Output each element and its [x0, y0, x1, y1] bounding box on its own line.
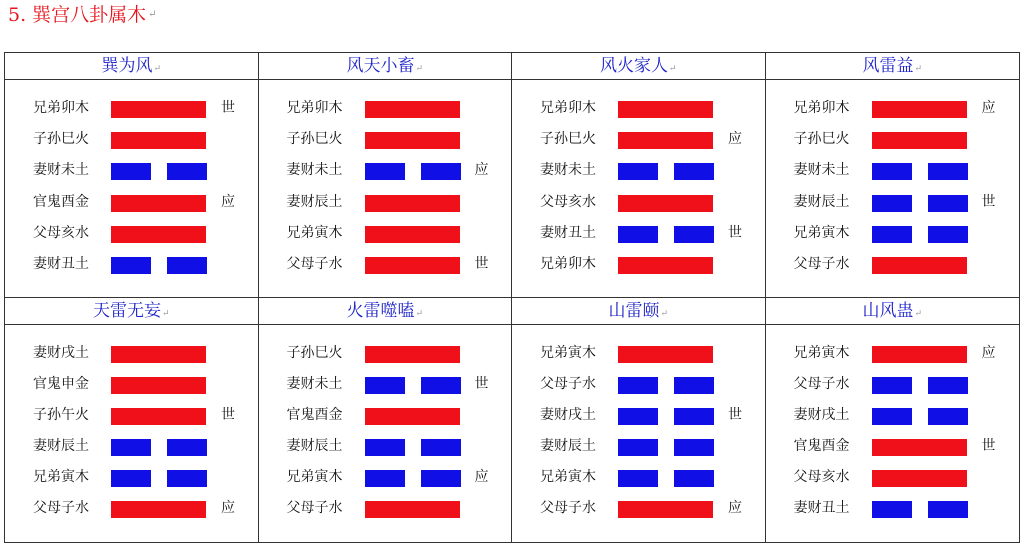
hexagram-title-text: 火雷噬嗑	[346, 300, 415, 321]
yao-line	[5, 157, 258, 188]
yin-line-segment	[674, 226, 714, 243]
yao-line	[259, 402, 512, 433]
ying-marker: 应	[474, 469, 489, 486]
yang-line-bar	[618, 346, 713, 363]
hexagram-cell	[259, 53, 513, 298]
yao-line	[5, 402, 258, 433]
yao-label: 妻财丑土	[33, 255, 89, 272]
yao-label: 兄弟寅木	[33, 469, 89, 486]
yao-line	[259, 340, 512, 371]
hexagram-lines	[512, 340, 765, 527]
yao-line	[512, 126, 765, 157]
yang-line-bar	[365, 195, 460, 212]
yang-line-bar	[111, 226, 206, 243]
hexagram-lines	[766, 95, 1020, 282]
ying-marker: 应	[221, 193, 235, 210]
yang-line-bar	[111, 501, 206, 518]
hexagram-title-text: 风天小畜	[346, 56, 415, 76]
yin-line-segment	[872, 501, 912, 518]
yin-line-segment	[167, 257, 207, 274]
yang-line-bar	[111, 346, 206, 363]
paragraph-mark-icon: ↵	[668, 64, 677, 74]
yao-label: 官鬼酉金	[33, 193, 89, 210]
yao-line	[5, 340, 258, 371]
yin-line-segment	[111, 257, 151, 274]
yao-label: 妻财未土	[286, 162, 343, 179]
yao-label: 子孙午火	[33, 406, 89, 423]
yao-label: 妻财辰土	[540, 438, 596, 455]
hexagram-title	[5, 53, 258, 80]
hexagram-title-text: 风火家人	[599, 56, 668, 76]
yao-label: 妻财辰土	[793, 193, 850, 210]
yao-line	[5, 371, 258, 402]
yin-line-segment	[674, 377, 714, 394]
yin-line-segment	[872, 195, 912, 212]
yao-label: 妻财戌土	[793, 406, 850, 423]
yao-line	[259, 157, 512, 188]
ying-marker: 应	[728, 500, 742, 517]
yin-line-segment	[928, 195, 968, 212]
yao-label: 官鬼酉金	[793, 438, 850, 455]
hexagram-title-text: 山雷颐	[608, 300, 660, 321]
shi-marker: 世	[221, 406, 235, 423]
hexagram-cell	[512, 298, 766, 543]
yao-line	[512, 157, 765, 188]
ying-marker: 应	[981, 100, 996, 116]
hexagram-table	[4, 52, 1020, 543]
yin-line-segment	[872, 408, 912, 425]
yang-line-bar	[365, 101, 460, 118]
yao-line	[259, 371, 512, 402]
yao-line	[766, 251, 1020, 282]
yin-line-segment	[111, 439, 151, 456]
yang-line-bar	[618, 257, 713, 274]
yin-line-segment	[111, 163, 151, 180]
yao-label: 子孙巳火	[286, 131, 343, 148]
yin-line-segment	[167, 470, 207, 487]
yao-line	[5, 189, 258, 220]
yao-line	[259, 220, 512, 251]
yao-line	[512, 464, 765, 495]
yin-line-segment	[928, 163, 968, 180]
yin-line-segment	[674, 408, 714, 425]
yao-line	[766, 495, 1020, 526]
hexagram-cell	[5, 53, 259, 298]
ying-marker: 应	[728, 131, 742, 148]
yao-label: 父母子水	[540, 375, 596, 392]
yin-line-segment	[618, 439, 658, 456]
heading-text: 5. 巽宫八卦属木	[8, 4, 147, 26]
yao-label: 兄弟卯木	[540, 100, 596, 116]
yao-line	[259, 464, 512, 495]
yao-line	[512, 402, 765, 433]
ying-marker: 应	[474, 162, 489, 179]
yao-label: 官鬼酉金	[286, 406, 343, 423]
yao-label: 父母亥水	[33, 224, 89, 241]
yin-line-segment	[618, 163, 658, 180]
hexagram-cell	[5, 298, 259, 543]
hexagram-title	[5, 298, 258, 325]
yin-line-segment	[674, 163, 714, 180]
page-heading	[8, 3, 157, 27]
hexagram-lines	[259, 95, 512, 282]
yao-line	[766, 189, 1020, 220]
yin-line-segment	[421, 377, 461, 394]
yin-line-segment	[872, 377, 912, 394]
yao-label: 妻财戌土	[33, 344, 89, 361]
yang-line-bar	[618, 132, 713, 149]
yao-label: 妻财未土	[33, 162, 89, 179]
yao-line	[5, 495, 258, 526]
yao-label: 子孙巳火	[286, 344, 343, 361]
hexagram-title	[766, 53, 1020, 80]
yin-line-segment	[872, 226, 912, 243]
yao-line	[512, 340, 765, 371]
yao-line	[5, 464, 258, 495]
yao-label: 妻财丑土	[793, 500, 850, 517]
ying-marker: 应	[981, 344, 996, 361]
yao-line	[512, 220, 765, 251]
yao-line	[766, 126, 1020, 157]
yang-line-bar	[872, 470, 967, 487]
hexagram-title-text: 天雷无妄	[92, 300, 161, 321]
yao-line	[766, 433, 1020, 464]
yao-line	[259, 189, 512, 220]
yin-line-segment	[674, 439, 714, 456]
yao-label: 妻财未土	[793, 162, 850, 179]
hexagram-lines	[5, 95, 258, 282]
hexagram-title	[512, 53, 765, 80]
shi-marker: 世	[728, 224, 742, 241]
yao-line	[259, 95, 512, 126]
yin-line-segment	[618, 226, 658, 243]
yin-line-segment	[618, 408, 658, 425]
yang-line-bar	[365, 408, 460, 425]
yin-line-segment	[421, 163, 461, 180]
yao-label: 妻财辰土	[33, 438, 89, 455]
yao-label: 父母亥水	[793, 469, 850, 486]
paragraph-mark-icon: ↵	[161, 308, 170, 319]
yao-label: 妻财未土	[286, 375, 343, 392]
yao-label: 兄弟寅木	[793, 344, 850, 361]
yang-line-bar	[111, 132, 206, 149]
yao-line	[5, 95, 258, 126]
yao-line	[766, 340, 1020, 371]
yao-line	[766, 220, 1020, 251]
yao-label: 兄弟寅木	[286, 469, 343, 486]
yao-line	[512, 251, 765, 282]
yao-label: 父母子水	[540, 500, 596, 517]
yao-line	[5, 126, 258, 157]
yin-line-segment	[111, 470, 151, 487]
hexagram-cell	[766, 298, 1020, 543]
hexagram-title	[512, 298, 765, 325]
yao-label: 妻财戌土	[540, 406, 596, 423]
yao-label: 兄弟寅木	[540, 344, 596, 361]
yao-line	[512, 371, 765, 402]
hexagram-cell	[766, 53, 1020, 298]
yang-line-bar	[872, 101, 967, 118]
hexagram-lines	[512, 95, 765, 282]
yin-line-segment	[421, 470, 461, 487]
hexagram-title-text: 山风蛊	[862, 300, 914, 321]
yao-label: 子孙巳火	[793, 131, 850, 148]
yang-line-bar	[365, 226, 460, 243]
hexagram-lines	[5, 340, 258, 527]
yang-line-bar	[872, 346, 967, 363]
hexagram-title	[766, 298, 1020, 325]
yin-line-segment	[872, 163, 912, 180]
yang-line-bar	[365, 346, 460, 363]
yao-line	[512, 495, 765, 526]
yin-line-segment	[421, 439, 461, 456]
yang-line-bar	[111, 377, 206, 394]
yao-label: 父母子水	[793, 255, 850, 272]
yao-label: 兄弟寅木	[286, 224, 343, 241]
yin-line-segment	[928, 377, 968, 394]
yao-label: 子孙巳火	[33, 131, 89, 148]
hexagram-cell	[512, 53, 766, 298]
paragraph-mark-icon: ↵	[148, 9, 157, 20]
yang-line-bar	[365, 257, 460, 274]
yin-line-segment	[928, 226, 968, 243]
yao-label: 妻财未土	[540, 162, 596, 179]
yin-line-segment	[167, 439, 207, 456]
yao-label: 父母子水	[286, 255, 343, 272]
yin-line-segment	[167, 163, 207, 180]
yao-label: 子孙巳火	[540, 131, 596, 148]
yao-line	[766, 371, 1020, 402]
paragraph-mark-icon: ↵	[914, 308, 923, 319]
shi-marker: 世	[728, 406, 742, 423]
yao-label: 兄弟卯木	[540, 255, 596, 272]
yao-line	[766, 95, 1020, 126]
yao-line	[259, 433, 512, 464]
yin-line-segment	[928, 408, 968, 425]
yang-line-bar	[111, 101, 206, 118]
yao-label: 兄弟卯木	[793, 100, 850, 116]
yao-label: 妻财辰土	[286, 438, 343, 455]
yao-label: 官鬼申金	[33, 375, 89, 392]
yang-line-bar	[872, 132, 967, 149]
yao-label: 父母子水	[793, 375, 850, 392]
paragraph-mark-icon: ↵	[415, 308, 424, 319]
yao-label: 兄弟寅木	[540, 469, 596, 486]
yang-line-bar	[618, 195, 713, 212]
yao-line	[5, 251, 258, 282]
yao-line	[766, 157, 1020, 188]
yang-line-bar	[872, 257, 967, 274]
shi-marker: 世	[474, 255, 489, 272]
yin-line-segment	[365, 470, 405, 487]
yao-line	[766, 464, 1020, 495]
yao-line	[766, 402, 1020, 433]
shi-marker: 世	[474, 375, 489, 392]
yao-label: 妻财丑土	[540, 224, 596, 241]
yao-label: 兄弟卯木	[33, 100, 89, 116]
yao-label: 父母亥水	[540, 193, 596, 210]
shi-marker: 世	[981, 438, 996, 455]
yang-line-bar	[365, 501, 460, 518]
hexagram-lines	[766, 340, 1020, 527]
yang-line-bar	[618, 101, 713, 118]
yao-label: 妻财辰土	[286, 193, 343, 210]
yao-line	[259, 495, 512, 526]
yao-line	[512, 433, 765, 464]
yao-line	[512, 189, 765, 220]
yin-line-segment	[618, 377, 658, 394]
paragraph-mark-icon: ↵	[914, 64, 923, 74]
hexagram-title	[259, 53, 512, 80]
ying-marker: 应	[221, 500, 235, 517]
yang-line-bar	[618, 501, 713, 518]
paragraph-mark-icon: ↵	[415, 64, 424, 74]
yin-line-segment	[365, 377, 405, 394]
hexagram-cell	[259, 298, 513, 543]
yang-line-bar	[111, 408, 206, 425]
yao-label: 兄弟寅木	[793, 224, 850, 241]
yin-line-segment	[928, 501, 968, 518]
yao-line	[5, 220, 258, 251]
yao-line	[512, 95, 765, 126]
yao-label: 兄弟卯木	[286, 100, 343, 116]
hexagram-title-text: 巽为风	[101, 56, 153, 76]
paragraph-mark-icon: ↵	[153, 64, 162, 74]
yin-line-segment	[674, 470, 714, 487]
yin-line-segment	[365, 439, 405, 456]
paragraph-mark-icon: ↵	[660, 308, 669, 319]
shi-marker: 世	[981, 193, 996, 210]
hexagram-title-text: 风雷益	[862, 56, 914, 76]
yao-line	[259, 251, 512, 282]
yao-label: 父母子水	[33, 500, 89, 517]
yang-line-bar	[365, 132, 460, 149]
yao-line	[259, 126, 512, 157]
yao-line	[5, 433, 258, 464]
shi-marker: 世	[221, 100, 235, 116]
hexagram-title	[259, 298, 512, 325]
yang-line-bar	[111, 195, 206, 212]
yao-label: 父母子水	[286, 500, 343, 517]
yin-line-segment	[365, 163, 405, 180]
yang-line-bar	[872, 439, 967, 456]
hexagram-lines	[259, 340, 512, 527]
yin-line-segment	[618, 470, 658, 487]
